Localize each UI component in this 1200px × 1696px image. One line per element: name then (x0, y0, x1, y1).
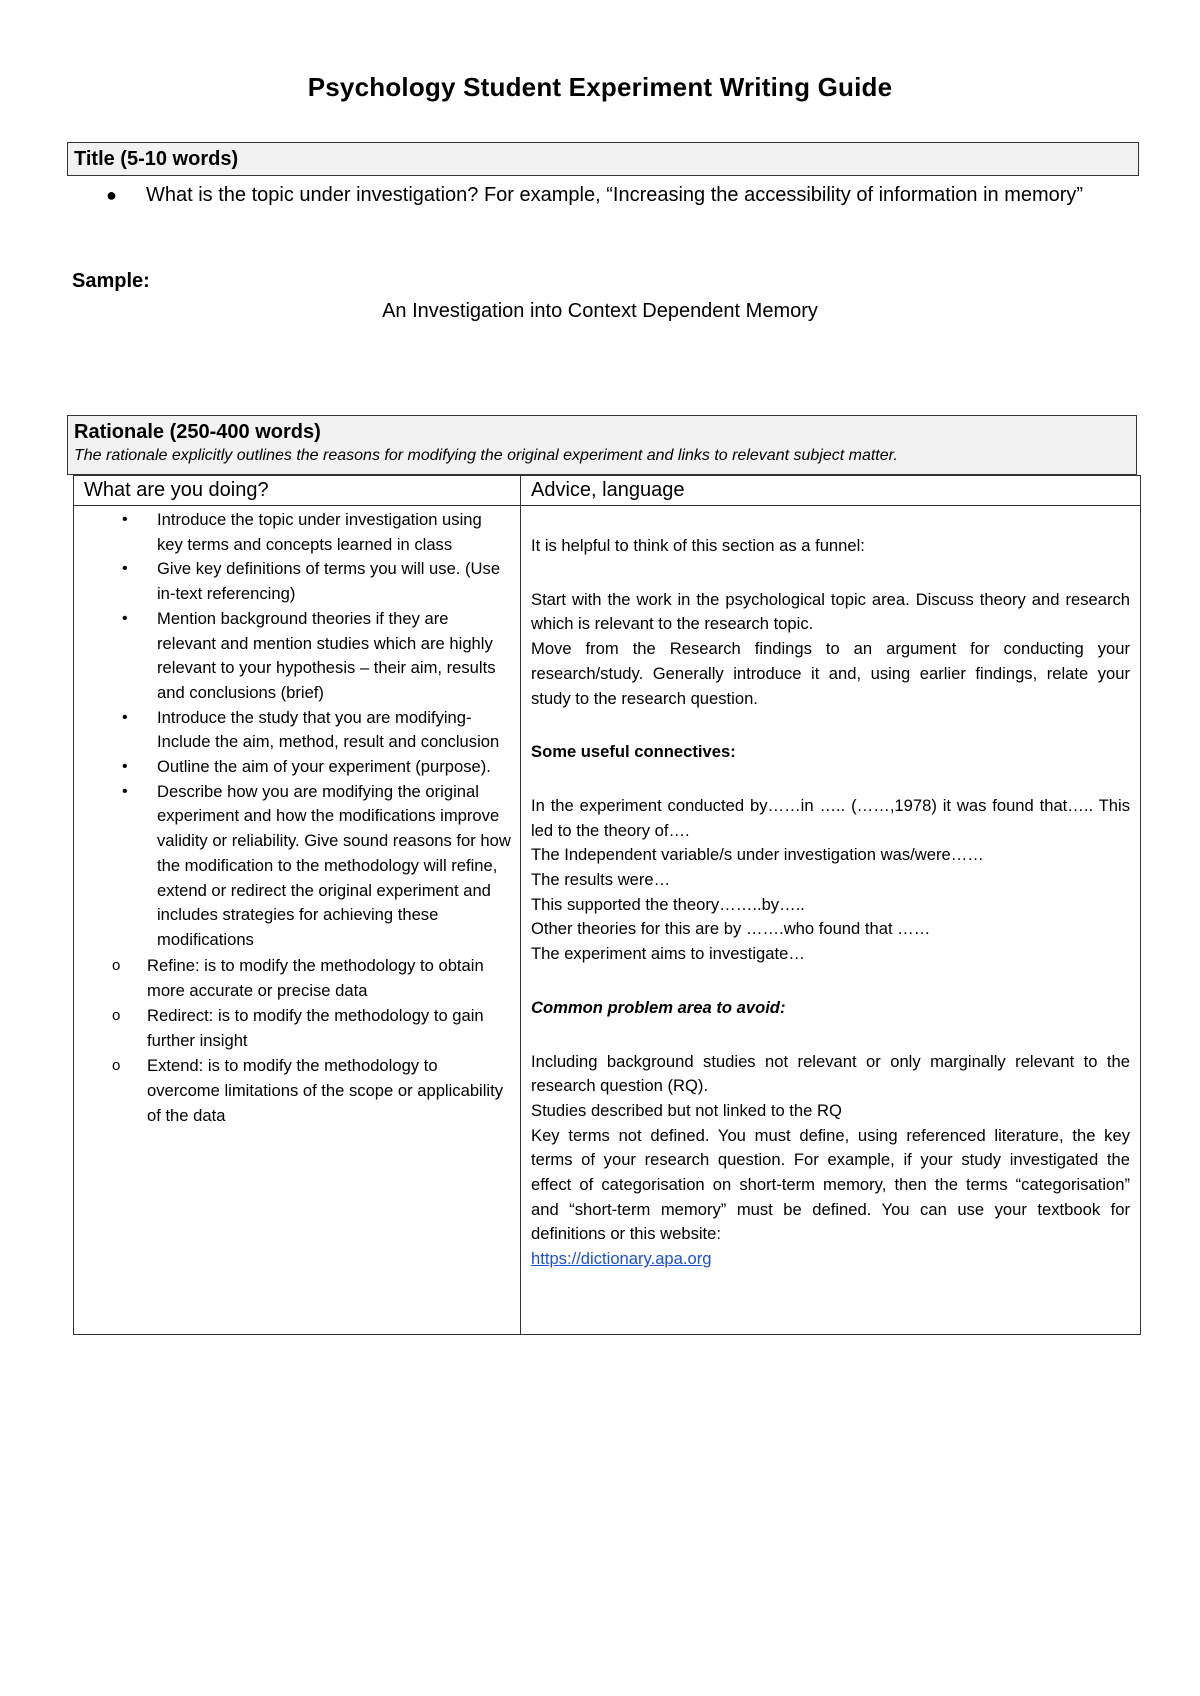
advice-block (521, 506, 1140, 1272)
connectives-heading: Some useful connectives: (531, 742, 736, 762)
list-item: • Introduce the study that you are modifying- Include the aim, method, result and conclusion (74, 706, 520, 755)
rationale-table (73, 475, 1141, 1335)
connective-line: The results were… (531, 870, 671, 890)
problem-item: Including background studies not relevant or only marginally relevant to the research question (RQ). (531, 1051, 1130, 1096)
bullet-icon: ● (106, 185, 117, 205)
list-item: • Outline the aim of your experiment (purpose). (74, 755, 520, 780)
title-bullet-text: What is the topic under investigation? For example, “Increasing the accessibility of information in memory” (146, 184, 1084, 206)
sub-list-item: o Refine: is to modify the methodology to obtain more accurate or precise data (74, 953, 520, 1003)
right-column-header: Advice, language (521, 476, 1140, 506)
list-item: • Give key definitions of terms you will use. (Use in-text referencing) (74, 557, 520, 606)
sample-label: Sample: (72, 270, 150, 292)
sub-list-item: o Redirect: is to modify the methodology to gain further insight (74, 1003, 520, 1053)
problem-heading: Common problem area to avoid: (531, 997, 786, 1017)
rationale-header (67, 415, 1137, 475)
problem-item: Key terms not defined. You must define, using referenced literature, the key terms of your research question. For example, if your study investigated the effect of categorisation on short-term memory, then the terms “categorisation” and “short-term memory” must be defined. You can use your textbook for definitions or this website: (531, 1125, 1130, 1244)
connective-line: In the experiment conducted by……in ….. (……,1978) it was found that….. This led to the theory of…. (531, 795, 1130, 840)
left-column-header: What are you doing? (74, 476, 520, 506)
left-item-list (74, 506, 520, 953)
title-section-heading: Title (5-10 words) (67, 142, 1139, 176)
title-bullet (106, 180, 1106, 210)
list-item: • Mention background theories if they are relevant and mention studies which are highly relevant to your hypothesis – their aim, results and conclusions (brief) (74, 607, 520, 706)
modification-sub-list (74, 953, 520, 1128)
advice-funnel: It is helpful to think of this section as a funnel: (531, 536, 865, 555)
connective-line: Other theories for this are by …….who found that …… (531, 919, 931, 939)
apa-dictionary-link[interactable]: https://dictionary.apa.org (531, 1249, 712, 1269)
connective-line: The experiment aims to investigate… (531, 944, 805, 964)
advice-move: Move from the Research findings to an argument for conducting your research/study. Generally introduce it and, using earlier findings, relate your study to the research question. (531, 639, 1130, 708)
document-title: Psychology Student Experiment Writing Guide (307, 72, 893, 102)
rationale-heading: Rationale (250-400 words) (74, 421, 321, 443)
problem-item: Studies described but not linked to the RQ (531, 1100, 842, 1120)
connective-line: This supported the theory……..by….. (531, 894, 805, 914)
rationale-right-column (521, 476, 1140, 1334)
rationale-left-column (74, 476, 521, 1334)
list-item: • Describe how you are modifying the original experiment and how the modifications improve validity or reliability. Give sound reasons for how the modification to the methodology will refine, extend or redirect the original experiment and includes strategies for achieving these modifications (74, 780, 520, 953)
advice-start: Start with the work in the psychological topic area. Discuss theory and research which is relevant to the research topic. (531, 589, 1130, 634)
connective-line: The Independent variable/s under investigation was/were…… (531, 845, 984, 865)
sub-list-item: o Extend: is to modify the methodology to overcome limitations of the scope or applicability of the data (74, 1053, 520, 1128)
rationale-description: The rationale explicitly outlines the reasons for modifying the original experiment and links to relevant subject matter. (74, 447, 898, 464)
sample-text: An Investigation into Context Dependent Memory (382, 300, 818, 322)
list-item: • Introduce the topic under investigation using key terms and concepts learned in class (74, 508, 520, 557)
